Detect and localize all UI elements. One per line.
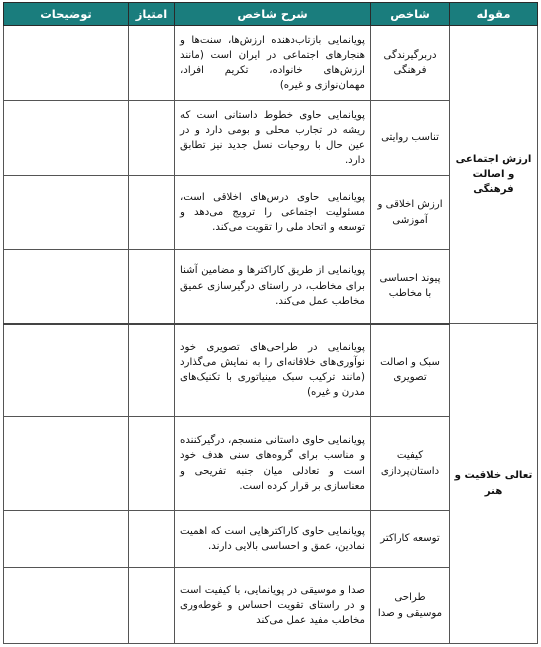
header-category: مقوله: [450, 3, 538, 26]
description-cell: پویانمایی بازتاب‌دهنده ارزش‌ها، سنت‌ها و هنجارهای اجتماعی در ایران است (مانند ارزش‌های خانواده، تکریم افراد، مهمان‌نوازی و غیره): [175, 26, 371, 101]
notes-cell[interactable]: [4, 101, 129, 176]
indicator-cell: کیفیت داستان‌پردازی: [371, 417, 450, 511]
description-cell: پویانمایی حاوی خطوط داستانی است که ریشه در تجارب محلی و بومی دارد و در عین حال با روحیات نسل جدید نیز تطابق دارد.: [175, 101, 371, 176]
header-description: شرح شاخص: [175, 3, 371, 26]
score-cell[interactable]: [129, 250, 175, 324]
score-cell[interactable]: [129, 176, 175, 250]
notes-cell[interactable]: [4, 250, 129, 324]
indicator-cell: ارزش اخلاقی و آموزشی: [371, 176, 450, 250]
score-cell[interactable]: [129, 324, 175, 417]
category-cell: ارزش اجتماعی و اصالت فرهنگی: [450, 26, 538, 324]
category-cell: تعالی خلاقیت و هنر: [450, 324, 538, 644]
indicator-cell: دربرگیرندگی فرهنگی: [371, 26, 450, 101]
header-indicator: شاخص: [371, 3, 450, 26]
description-cell: پویانمایی از طریق کاراکترها و مضامین آشنا برای مخاطب، در راستای درگیرسازی عمیق مخاطب عمل می‌کند.: [175, 250, 371, 324]
notes-cell[interactable]: [4, 176, 129, 250]
score-cell[interactable]: [129, 568, 175, 644]
table-row: [4, 324, 538, 417]
notes-cell[interactable]: [4, 568, 129, 644]
description-cell: پویانمایی در طراحی‌های تصویری خود نوآوری‌های خلاقانه‌ای را به نمایش می‌گذارد (مانند ترکیب سبک مینیاتوری با تکنیک‌های مدرن و غیره): [175, 324, 371, 417]
notes-cell[interactable]: [4, 324, 129, 417]
description-cell: صدا و موسیقی در پویانمایی، با کیفیت است و در راستای تقویت احساس و غوطه‌وری مخاطب مفید عمل می‌کند: [175, 568, 371, 644]
score-cell[interactable]: [129, 511, 175, 568]
indicator-cell: توسعه کاراکتر: [371, 511, 450, 568]
score-cell[interactable]: [129, 26, 175, 101]
score-cell[interactable]: [129, 101, 175, 176]
indicator-cell: طراحی موسیقی و صدا: [371, 568, 450, 644]
header-row: [4, 3, 538, 26]
description-cell: پویانمایی حاوی داستانی منسجم، درگیرکننده و مناسب برای گروه‌های سنی هدف خود است و تعادلی میان جنبه تفریحی و معناسازی بر قرار کرده است.: [175, 417, 371, 511]
description-cell: پویانمایی حاوی کاراکترهایی است که اهمیت نمادین، عمق و احساسی بالایی دارند.: [175, 511, 371, 568]
header-score: امتیاز: [129, 3, 175, 26]
evaluation-table-container: [3, 2, 537, 644]
indicator-cell: سبک و اصالت تصویری: [371, 324, 450, 417]
notes-cell[interactable]: [4, 26, 129, 101]
score-cell[interactable]: [129, 417, 175, 511]
description-cell: پویانمایی حاوی درس‌های اخلاقی است، مسئولیت اجتماعی را ترویج می‌دهد و توسعه و اتحاد ملی را تقویت می‌کند.: [175, 176, 371, 250]
indicator-cell: پیوند احساسی با مخاطب: [371, 250, 450, 324]
table-row: [4, 26, 538, 101]
indicator-cell: تناسب روایتی: [371, 101, 450, 176]
header-notes: توضیحات: [4, 3, 129, 26]
notes-cell[interactable]: [4, 511, 129, 568]
evaluation-table: [3, 2, 538, 644]
notes-cell[interactable]: [4, 417, 129, 511]
